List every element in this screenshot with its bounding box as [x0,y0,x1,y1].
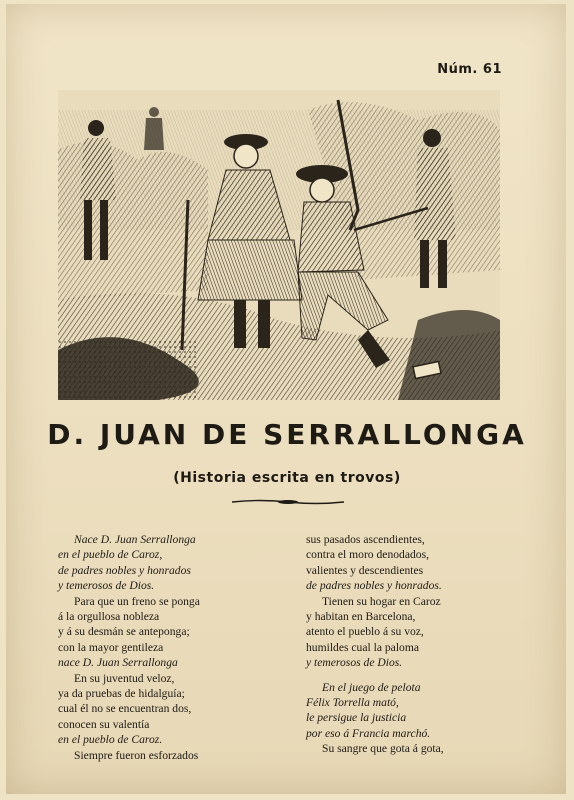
poem-line: y habitan en Barcelona, [306,610,416,624]
ornamental-rule [232,498,344,506]
poem-line: de padres nobles y honrados. [306,579,442,593]
poem-line: y temerosos de Dios. [58,579,155,593]
poem-line: sus pasados ascendientes, [306,533,425,546]
poem-line: Nace D. Juan Serrallonga [74,533,196,546]
issue-number: Núm. 61 [437,62,502,77]
poem-line: valientes y descendientes [306,563,424,577]
page-subtitle: (Historia escrita en trovos) [173,470,401,486]
poem-line: Para que un freno se ponga [74,594,200,608]
poem-line: contra el moro denodados, [306,548,429,562]
poem-line: en el pueblo de Caroz. [58,733,163,747]
poem-line: y temerosos de Dios. [306,656,403,670]
poem-line: de padres nobles y honrados [58,563,191,577]
poem-line: y á su desmán se anteponga; [58,625,190,639]
poem-line: Tienen su hogar en Caroz [322,594,441,608]
poem-column-right [306,532,526,757]
poem-line: le persigue la justicia [306,711,407,725]
poem-line: á la orgullosa nobleza [58,610,160,624]
poem-line: En el juego de pelota [322,680,421,694]
engraving-illustration [58,90,500,400]
poem-line: Su sangre que gota á gota, [322,742,444,756]
poem-line: nace D. Juan Serrallonga [58,656,178,670]
poem-line: en el pueblo de Caroz, [58,548,163,562]
poem-line: conocen su valentía [58,717,150,731]
poem-line: Félix Torrella mató, [306,696,399,710]
poem-line: cual él no se encuentran dos, [58,702,192,716]
poem-line: por eso á Francia marchó. [306,726,431,740]
page-title: D. JUAN DE SERRALLONGA [47,418,527,451]
poem-line: En su juventud veloz, [74,671,175,685]
poem-line: con la mayor gentileza [58,640,164,654]
poem-column-left [58,532,288,763]
poem-line: ya da pruebas de hidalguía; [58,687,185,701]
poem-line: atento el pueblo á su voz, [306,625,424,639]
poem-line: Siempre fueron esforzados [74,748,199,762]
poem-line: humildes cual la paloma [306,640,420,654]
